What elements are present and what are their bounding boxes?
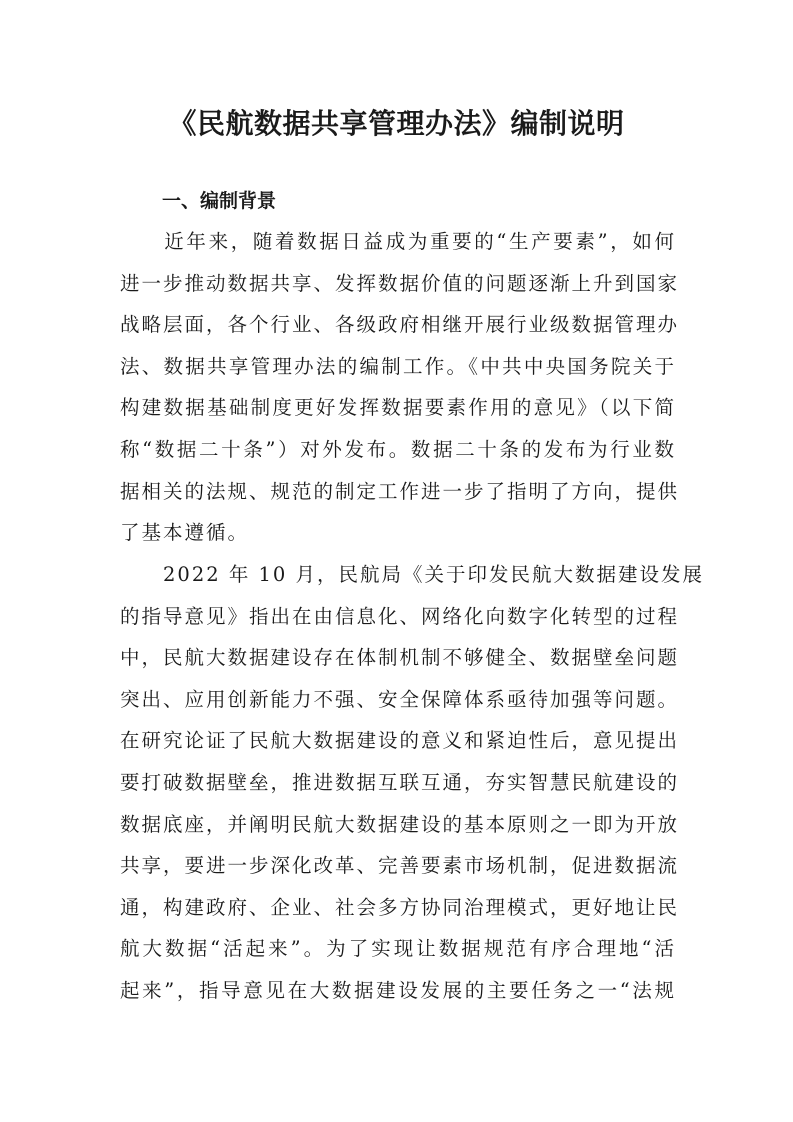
paragraph-line: 通，构建政府、企业、社会多方协同治理模式，更好地让民 [120, 895, 680, 919]
paragraph-line: 突出、应用创新能力不强、安全保障体系亟待加强等问题。 [120, 687, 680, 711]
paragraph-line: 要打破数据壁垒，推进数据互联互通，夯实智慧民航建设的 [120, 770, 680, 794]
section-heading: 一、编制背景 [162, 190, 277, 212]
paragraph-line: 据相关的法规、规范的制定工作进一步了指明了方向，提供 [120, 479, 680, 503]
paragraph-line: 战略层面，各个行业、各级政府相继开展行业级数据管理办 [120, 313, 680, 337]
paragraph-line: 共享，要进一步深化改革、完善要素市场机制，促进数据流 [120, 854, 680, 878]
paragraph-line: 称“数据二十条”）对外发布。数据二十条的发布为行业数 [120, 437, 676, 461]
paragraph-line: 法、数据共享管理办法的编制工作。《中共中央国务院关于 [120, 354, 676, 378]
paragraph-line: 起来”，指导意见在大数据建设发展的主要任务之一“法规 [120, 978, 676, 1002]
paragraph-line: 近年来，随着数据日益成为重要的“生产要素”，如何 [120, 230, 676, 253]
paragraph-line: 构建数据基础制度更好发挥数据要素作用的意见》（以下简 [120, 396, 676, 420]
document-title: 《民航数据共享管理办法》编制说明 [168, 107, 625, 140]
paragraph-line: 进一步推动数据共享、发挥数据价值的问题逐渐上升到国家 [120, 271, 680, 295]
paragraph-line: 2022 年 10 月，民航局《关于印发民航大数据建设发展 [120, 563, 705, 586]
paragraph-line: 的指导意见》指出在由信息化、网络化向数字化转型的过程 [120, 604, 680, 628]
paragraph-line: 了基本遵循。 [120, 521, 250, 545]
paragraph-line: 中，民航大数据建设存在体制机制不够健全、数据壁垒问题 [120, 646, 680, 670]
paragraph-line: 航大数据“活起来”。为了实现让数据规范有序合理地“活 [120, 937, 676, 961]
paragraph-guidance [120, 554, 705, 1012]
paragraph-line: 在研究论证了民航大数据建设的意义和紧迫性后，意见提出 [120, 729, 680, 753]
paragraph-line: 数据底座，并阐明民航大数据建设的基本原则之一即为开放 [120, 812, 680, 836]
paragraph-background [120, 221, 680, 554]
